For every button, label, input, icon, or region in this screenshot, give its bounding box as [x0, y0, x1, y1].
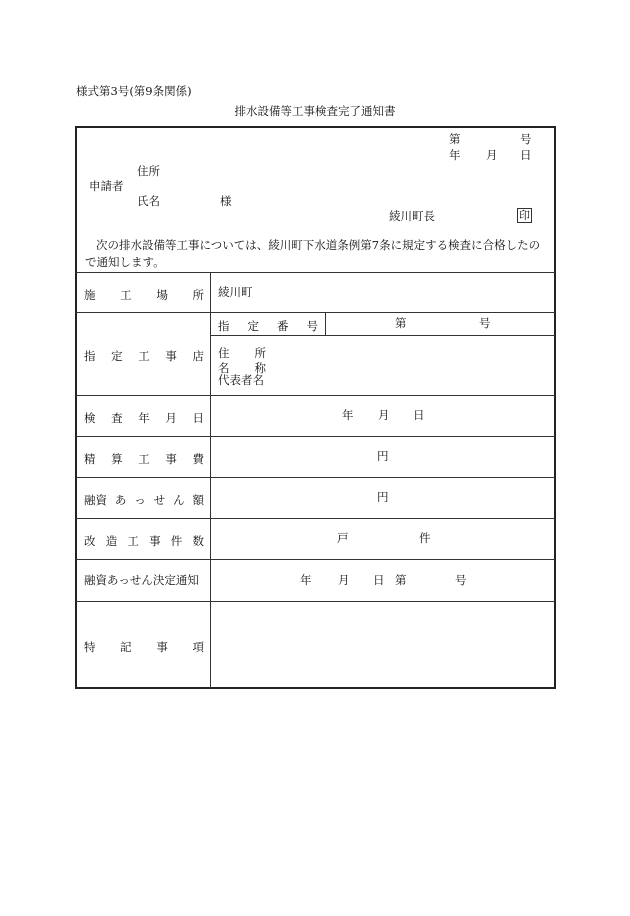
count-ken: 件: [419, 531, 431, 545]
label-inspection-date: 検 査 年 月 日: [84, 411, 204, 425]
header-nen: 年: [449, 148, 461, 162]
sama-label: 様: [220, 194, 232, 208]
inspection-nen: 年: [342, 408, 354, 422]
row-divider: [76, 518, 555, 519]
contractor-name-label: 名 称: [218, 361, 266, 375]
applicant-label: 申請者: [89, 179, 124, 193]
column-divider: [210, 272, 211, 688]
row-divider: [210, 335, 555, 336]
label-designation-number: 指 定 番 号: [218, 319, 318, 333]
label-renovation-count: 改 造 工 事 件 数: [84, 534, 204, 548]
row-divider: [76, 601, 555, 602]
loan-notice-hi: 日: [373, 573, 385, 587]
header-go: 号: [520, 132, 532, 146]
inspection-hi: 日: [413, 408, 425, 422]
contractor-address-label: 住 所: [218, 346, 266, 360]
row-divider: [76, 272, 555, 273]
designation-dai: 第: [395, 316, 407, 330]
loan-notice-dai: 第: [395, 573, 407, 587]
label-contractor: 指 定 工 事 店: [84, 349, 204, 363]
seal-mark: 印: [519, 209, 530, 222]
loan-notice-nen: 年: [300, 573, 312, 587]
row-divider: [76, 436, 555, 437]
loan-unit: 円: [377, 490, 389, 504]
inspection-tsuki: 月: [378, 408, 390, 422]
notice-text-line1: 次の排水設備等工事については、綾川町下水道条例第7条に規定する検査に合格したの: [96, 238, 541, 252]
document-title: 排水設備等工事検査完了通知書: [234, 104, 396, 118]
cost-unit: 円: [377, 449, 389, 463]
label-cost: 精 算 工 事 費: [84, 452, 204, 466]
form-number: 様式第3号(第9条関係): [76, 84, 192, 98]
applicant-name-label: 氏名: [137, 194, 160, 208]
mayor-label: 綾川町長: [389, 209, 435, 223]
loan-notice-go: 号: [455, 573, 467, 587]
notice-text-line2: で通知します。: [85, 255, 165, 269]
label-location: 施 工 場 所: [84, 288, 204, 302]
header-tsuki: 月: [486, 148, 498, 162]
row-divider: [76, 559, 555, 560]
row-divider: [76, 312, 555, 313]
loan-notice-tsuki: 月: [338, 573, 350, 587]
row-divider: [76, 477, 555, 478]
form-frame: [75, 126, 556, 689]
contractor-rep-label: 代表者名: [218, 373, 264, 387]
applicant-address-label: 住所: [137, 164, 160, 178]
header-hi: 日: [520, 148, 532, 162]
count-ko: 戸: [337, 531, 349, 545]
value-location: 綾川町: [218, 285, 253, 299]
label-loan-notice: 融資あっせん決定通知: [84, 573, 199, 587]
label-loan-amount: 融資 あ っ せ ん 額: [84, 493, 204, 507]
designation-go: 号: [479, 316, 491, 330]
header-dai: 第: [449, 132, 461, 146]
label-remarks: 特 記 事 項: [84, 640, 204, 654]
row-divider: [76, 395, 555, 396]
column-divider: [325, 312, 326, 335]
